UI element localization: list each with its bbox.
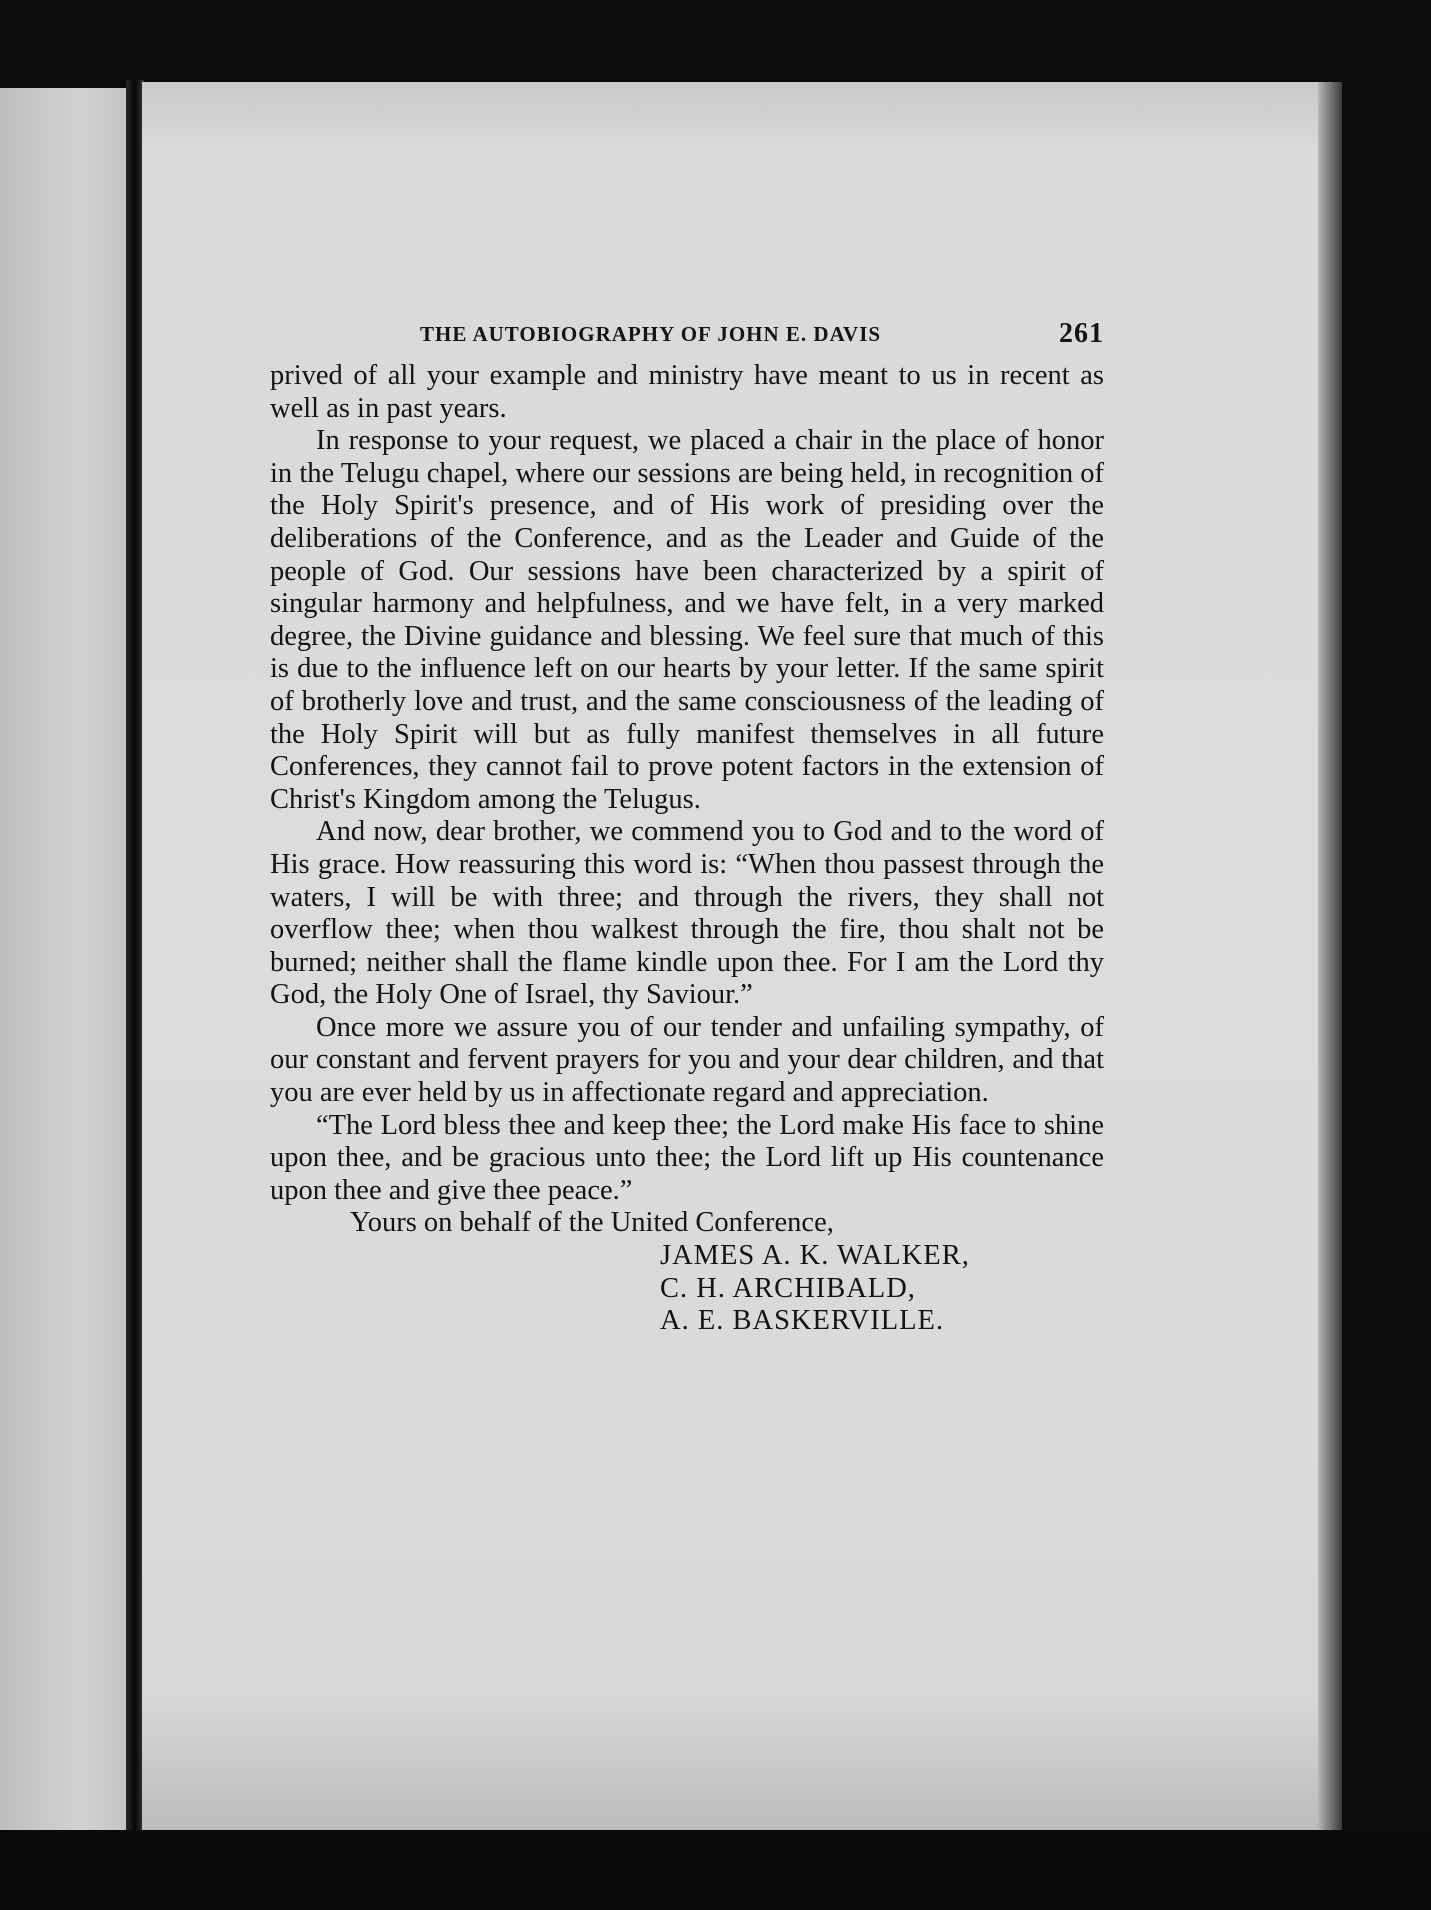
previous-page-edge xyxy=(0,88,132,1838)
page-text-block xyxy=(270,318,1104,1338)
signature-block xyxy=(270,1240,1104,1338)
signatory-baskerville: A. E. BASKERVILLE. xyxy=(660,1305,945,1337)
page-edge-shadow xyxy=(1318,82,1342,1830)
letter-body xyxy=(270,360,1104,1207)
running-title: THE AUTOBIOGRAPHY OF JOHN E. DAVIS xyxy=(420,322,882,346)
letter-closing: Yours on behalf of the United Conference, xyxy=(350,1207,834,1239)
paragraph-benediction: “The Lord bless thee and keep thee; the Lord make His face to shine upon thee, and be gracious unto thee; the Lord lift up His countenance upon thee and give thee peace.” xyxy=(270,1109,1104,1206)
paragraph-sympathy: Once more we assure you of our tender and unfailing sympathy, of our constant and fervent prayers for you and your dear children, and that you are ever held by us in affectionate regard and appreciation. xyxy=(270,1011,1104,1109)
scan-bottom-border xyxy=(0,1830,1431,1910)
signatory-archibald: C. H. ARCHIBALD, xyxy=(660,1272,916,1304)
signatory-walker: JAMES A. K. WALKER, xyxy=(660,1240,970,1272)
paragraph-chair-of-honor: In response to your request, we placed a chair in the place of honor in the Telugu chapel, where our sessions are being held, in recognition of the Holy Spirit's presence, and of His work of presiding over the deliberations of the Conference, and as the Leader and Guide of the people of God. Our sessions have been characterized by a spirit of singular harmony and helpfulness, and we have felt, in a very marked degree, the Divine guidance and blessing. We feel sure that much of this is due to the influence left on our hearts by your letter. If the same spirit of brotherly love and trust, and the same consciousness of the leading of the Holy Spirit will but as fully manifest themselves in all future Conferences, they cannot fail to prove potent factors in the extension of Christ's Kingdom among the Telugus. xyxy=(270,425,1104,815)
page-number: 261 xyxy=(1059,318,1104,349)
running-head xyxy=(270,318,1104,358)
paragraph-continued: prived of all your example and ministry have meant to us in recent as well as in past years. xyxy=(270,360,1104,424)
paragraph-commendation: And now, dear brother, we commend you to God and to the word of His grace. How reassuring this word is: “When thou passest through the waters, I will be with three; and through the rivers, they shall not overflow thee; when thou walkest through the fire, thou shalt not be burned; neither shall the flame kindle upon thee. For I am the Lord thy God, the Holy One of Israel, thy Saviour.” xyxy=(270,816,1104,1011)
